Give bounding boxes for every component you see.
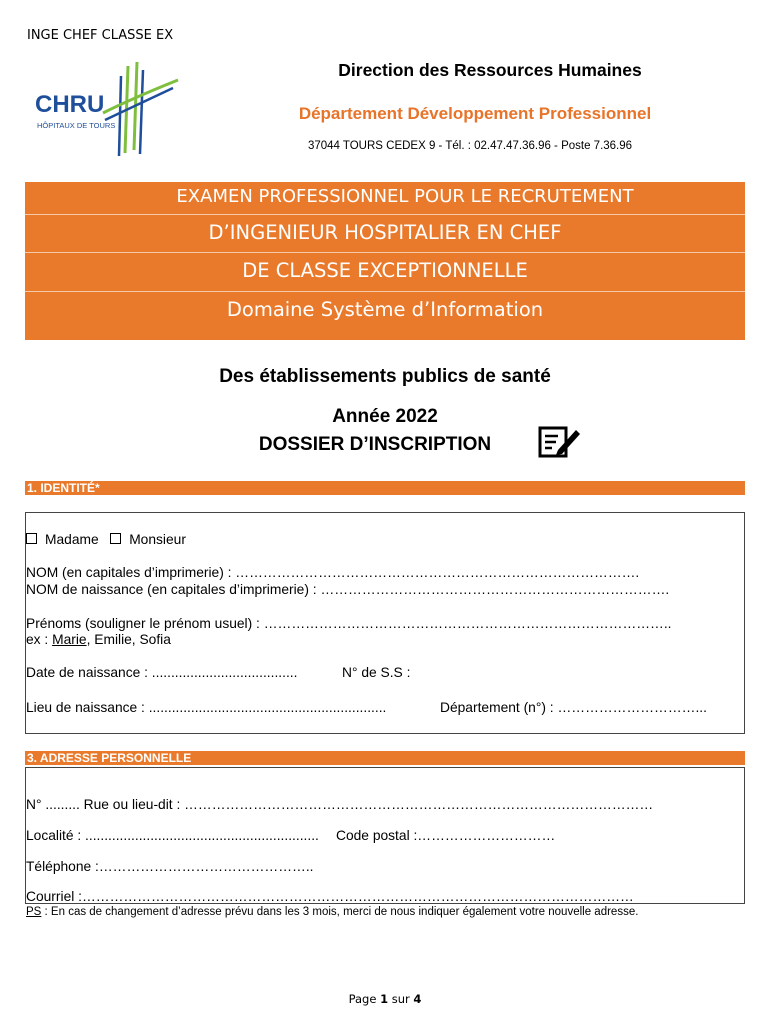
courriel-field[interactable]: Courriel :………………………………………………………………………………………………………… — [26, 889, 634, 904]
example-usual-name: Marie — [52, 632, 87, 647]
localite-field[interactable]: Localité : ............................................................. — [26, 828, 319, 843]
direction-title: Direction des Ressources Humaines — [338, 60, 642, 80]
example-rest: , Emilie, Sofia — [86, 632, 171, 647]
svg-text:CHRU: CHRU — [35, 91, 105, 118]
page-number — [0, 992, 770, 1006]
dossier-title: DOSSIER D’INSCRIPTION — [258, 434, 492, 455]
page-word: Page — [348, 992, 381, 1006]
form-sign-icon — [538, 424, 582, 460]
code-postal-field[interactable]: Code postal :………………………… — [336, 828, 556, 843]
section-identite-header — [25, 481, 745, 495]
page-sur: sur — [388, 992, 414, 1006]
rue-field[interactable]: N° ......... Rue ou lieu-dit : ………………………………………………………………………………………… — [26, 797, 654, 812]
madame-checkbox[interactable] — [26, 533, 37, 544]
svg-text:HÔPITAUX DE TOURS: HÔPITAUX DE TOURS — [37, 121, 116, 130]
ps-text: : En cas de changement d’adresse prévu dans les 3 mois, merci de nous indiquer également votre nouvelle adresse. — [41, 906, 639, 918]
banner-divider — [25, 252, 745, 253]
section-adresse-header — [25, 751, 745, 765]
nom-field[interactable]: NOM (en capitales d’imprimerie) : ……………………………………………………………………………. — [26, 565, 640, 580]
section-title: 3. ADRESSE PERSONNELLE — [27, 751, 192, 765]
banner-divider — [25, 214, 745, 215]
total-pages: 4 — [413, 992, 422, 1006]
monsieur-label: Monsieur — [129, 532, 186, 547]
banner-line-3: DE CLASSE EXCEPTIONNELLE — [242, 259, 528, 282]
ps-note — [26, 906, 638, 918]
prenoms-field[interactable]: Prénoms (souligner le prénom usuel) : …………………………………………………………………………….. — [26, 616, 672, 631]
establishments-subtitle: Des établissements publics de santé — [219, 366, 551, 387]
madame-label: Madame — [45, 532, 99, 547]
banner-line-2: D’INGENIEUR HOSPITALIER EN CHEF — [208, 221, 562, 244]
department-title: Département Développement Professionnel — [298, 104, 652, 123]
civility-row — [26, 532, 186, 547]
document-code: INGE CHEF CLASSE EX — [27, 28, 174, 43]
lieu-naissance-field[interactable]: Lieu de naissance : .............................................................. — [26, 700, 387, 715]
current-page: 1 — [380, 992, 389, 1006]
prenoms-example — [26, 632, 171, 647]
banner-line-4: Domaine Système d’Information — [226, 298, 544, 321]
telephone-field[interactable]: Téléphone :……………………………………….. — [26, 859, 314, 874]
nom-naissance-field[interactable]: NOM de naissance (en capitales d’imprimerie) : …………………………………………………………………. — [26, 582, 670, 597]
departement-field[interactable]: Département (n°) : …………………………... — [440, 700, 707, 715]
banner-line-1: EXAMEN PROFESSIONNEL POUR LE RECRUTEMENT — [176, 186, 634, 207]
ss-number-field[interactable]: N° de S.S : — [342, 665, 411, 680]
department-address: 37044 TOURS CEDEX 9 - Tél. : 02.47.47.36.96 - Poste 7.36.96 — [307, 140, 633, 152]
banner-divider — [25, 291, 745, 292]
chru-logo — [33, 58, 183, 158]
example-prefix: ex : — [26, 632, 53, 647]
year-title: Année 2022 — [332, 406, 438, 427]
date-naissance-field[interactable]: Date de naissance : ...................................... — [26, 665, 298, 680]
section-title: 1. IDENTITÉ* — [27, 481, 100, 495]
monsieur-checkbox[interactable] — [110, 533, 121, 544]
exam-banner — [25, 182, 745, 340]
ps-label: PS — [26, 906, 42, 918]
